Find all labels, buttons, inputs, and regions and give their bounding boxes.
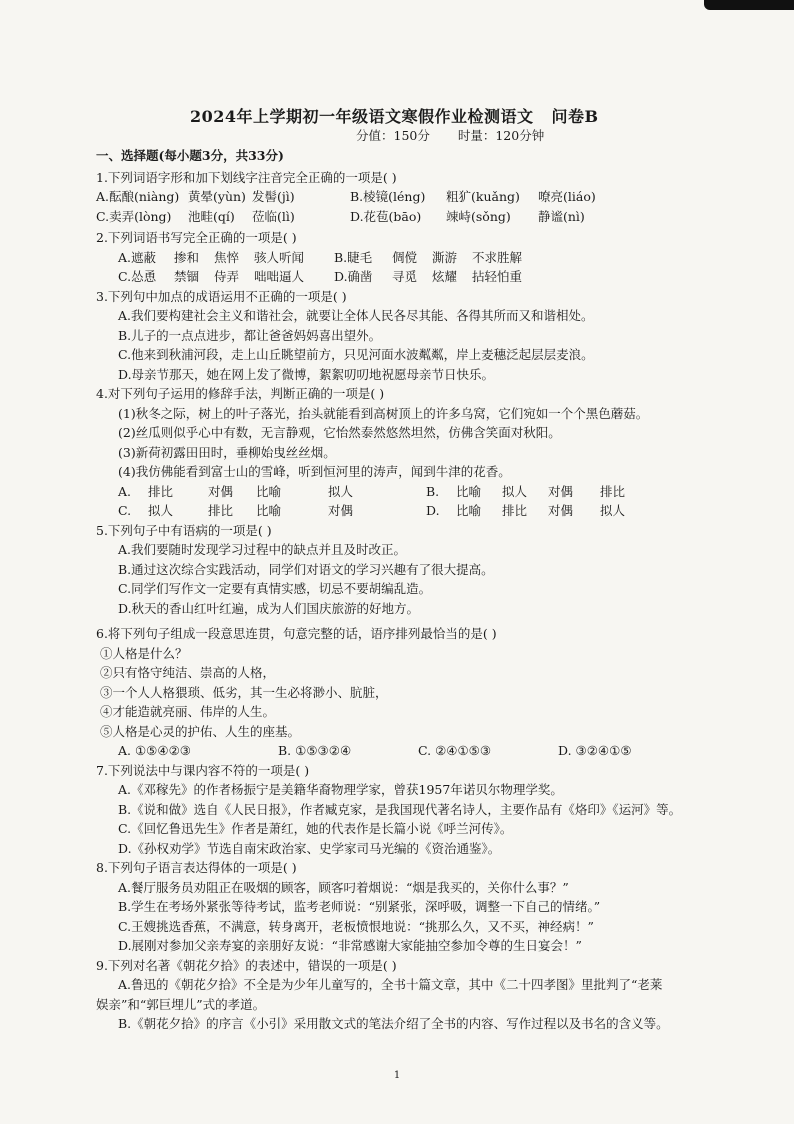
question-8-stem: 8.下列句子语言表达得体的一项是( ) <box>96 860 297 875</box>
q3-option-c: C.他来到秋浦河段，走上山丘眺望前方，只见河面水波粼粼，岸上麦穗泛起层层麦浪。 <box>118 347 594 362</box>
q4-word: 对偶 <box>328 503 354 518</box>
q4-word: 对偶 <box>208 483 234 499</box>
q2-word: 炫耀 <box>432 269 458 284</box>
q2-word: 骇人听闻 <box>254 249 305 265</box>
q6-sentence-2: ②只有恪守纯洁、崇高的人格， <box>100 665 276 680</box>
q4-word: 排比 <box>502 503 528 518</box>
q6-sentence-4: ④才能造就亮丽、伟岸的人生。 <box>100 704 276 719</box>
q4-option-d: D. <box>426 503 440 518</box>
q4-sentence-4: (4)我仿佛能看到富士山的雪峰，听到恒河里的涛声，闻到牛津的花香。 <box>118 464 511 479</box>
q2-word: 侍弄 <box>214 269 240 284</box>
q4-word: 比喻 <box>456 503 482 518</box>
question-1-row-cd <box>96 207 756 227</box>
question-6-choices <box>96 741 756 761</box>
q6-sentence-3: ③一个人人格猥琐、低劣，其一生必将渺小、肮脏， <box>100 684 388 700</box>
time-info: 时量：120分钟 <box>457 128 545 143</box>
q1-word: 竦峙(sǒng) <box>446 208 511 224</box>
q2-option-d: D.确凿 <box>334 269 373 284</box>
q4-word: 排比 <box>148 483 174 499</box>
section-heading: 一、选择题(每小题3分，共33分) <box>96 148 284 163</box>
q4-word: 拟人 <box>148 503 174 518</box>
page-number: 1 <box>393 1070 401 1081</box>
q1-word: 粗犷(kuǎng) <box>446 189 520 204</box>
q4-word: 对偶 <box>548 483 574 499</box>
q6-sentence-5: ⑤人格是心灵的护佑、人生的座基。 <box>100 723 301 739</box>
q2-word: 寻觅 <box>392 269 418 284</box>
q1-word: 静谧(nì) <box>538 208 585 224</box>
q2-option-c: C.怂恿 <box>118 269 157 284</box>
q8-option-d: D.展刚对参加父亲寿宴的亲朋好友说：“非常感谢大家能抽空参加令尊的生日宴会！” <box>118 938 582 953</box>
q1-option-c: C.卖弄(lòng) <box>96 208 172 224</box>
q6-option-a: A. ①⑤④②③ <box>118 743 192 758</box>
q2-option-b: B.睫毛 <box>334 249 373 265</box>
q4-sentence-2: (2)丝瓜则似乎心中有数，无言静观，它怡然泰然悠然坦然，仿佛含笑面对秋阳。 <box>118 425 561 440</box>
q8-option-c: C.王嫂挑选香蕉，不满意，转身离开，老板愤恨地说：“挑那么久，又不买，神经病！” <box>118 918 594 934</box>
score-info: 分值：150分 <box>356 128 430 143</box>
page-title <box>190 104 790 127</box>
q4-word: 拟人 <box>502 483 528 499</box>
q4-sentence-1: (1)秋冬之际，树上的叶子落光，抬头就能看到高树顶上的许多乌窝，它们宛如一个个黑色蘑菇。 <box>118 405 649 421</box>
q2-word: 倜傥 <box>392 249 418 265</box>
question-3-stem: 3.下列句中加点的成语运用不正确的一项是( ) <box>96 288 347 304</box>
q2-word: 禁锢 <box>174 269 200 284</box>
question-6-stem: 6.将下列句子组成一段意思连贯，句意完整的话，语序排列最恰当的是( ) <box>96 626 497 641</box>
exam-meta <box>356 126 544 144</box>
q2-word: 澌游 <box>432 249 458 265</box>
q4-word: 对偶 <box>548 503 574 518</box>
q6-option-c: C. ②④①⑤③ <box>418 743 492 758</box>
question-2-row-cd <box>96 267 756 287</box>
q6-option-d: D. ③②④①⑤ <box>558 743 632 758</box>
q3-option-b: B.儿子的一点点进步，都让爸爸妈妈喜出望外。 <box>118 327 382 343</box>
q1-word: 嘹亮(liáo) <box>538 189 596 204</box>
q9-option-a: A.鲁迅的《朝花夕拾》不全是为少年儿童写的，全书十篇文章，其中《二十四孝图》里批判了“老莱 <box>118 977 663 992</box>
q9-option-a-continued: 娱亲”和“郭巨埋儿”式的孝道。 <box>96 996 266 1012</box>
q4-option-a: A. <box>118 483 132 499</box>
q8-option-b: B.学生在考场外紧张等待考试，监考老师说：“别紧张，深呼吸，调整一下自己的情绪。” <box>118 899 601 914</box>
q1-word: 黄晕(yùn) <box>188 189 246 204</box>
question-1-stem: 1.下列词语字形和加下划线字注音完全正确的一项是( ) <box>96 169 397 185</box>
q1-word: 发髻(jì) <box>252 189 295 204</box>
question-4-row-ab <box>96 482 756 502</box>
q2-option-a: A.遮蔽 <box>118 249 157 265</box>
q2-word: 不求胜解 <box>472 249 523 265</box>
q1-option-b: B.棱镜(léng) <box>350 189 426 204</box>
question-4-row-cd <box>96 501 756 521</box>
q3-option-a: A.我们要构建社会主义和谐社会，就要让全体人民各尽其能、各得其所而又和谐相处。 <box>118 308 594 323</box>
question-4-stem: 4.对下列句子运用的修辞手法，判断正确的一项是( ) <box>96 386 385 401</box>
q4-word: 比喻 <box>456 483 482 499</box>
q2-word: 拈轻怕重 <box>472 269 523 284</box>
q4-word: 比喻 <box>256 503 282 518</box>
q8-option-a: A.餐厅服务员劝阻正在吸烟的顾客，顾客叼着烟说：“烟是我买的，关你什么事？” <box>118 879 569 895</box>
q2-word: 咄咄逼人 <box>254 269 305 284</box>
q2-word: 掺和 <box>174 249 200 265</box>
q6-option-b: B. ①⑤③②④ <box>278 743 352 758</box>
q3-option-d: D.母亲节那天，她在网上发了微博，絮絮叨叨地祝愿母亲节日快乐。 <box>118 366 495 382</box>
q4-sentence-3: (3)新荷初露田田时，垂柳始曳丝丝烟。 <box>118 444 336 460</box>
q1-word: 莅临(lì) <box>252 208 295 224</box>
question-5-stem: 5.下列句子中有语病的一项是( ) <box>96 522 272 538</box>
q1-option-a: A.酝酿(niàng) <box>96 189 180 204</box>
q5-option-d: D.秋天的香山红叶红遍，成为人们国庆旅游的好地方。 <box>118 600 420 616</box>
q4-word: 排比 <box>600 483 626 499</box>
title-text: 2024年上学期初一年级语文寒假作业检测语文 <box>190 107 534 126</box>
question-7-stem: 7.下列说法中与课内容不符的一项是( ) <box>96 762 310 778</box>
q4-option-c: C. <box>118 503 132 518</box>
q4-word: 拟人 <box>328 483 354 499</box>
q5-option-c: C.同学们写作文一定要有真情实感，切忌不要胡编乱造。 <box>118 581 432 596</box>
q9-option-b: B.《朝花夕拾》的序言《小引》采用散文式的笔法介绍了全书的内容、写作过程以及书名的含义等。 <box>118 1016 669 1031</box>
paper-label: 问卷B <box>551 107 599 126</box>
q4-word: 拟人 <box>600 503 626 518</box>
q7-option-b: B.《说和做》选自《人民日报》，作者臧克家，是我国现代著名诗人，主要作品有《烙印》《运河》等。 <box>118 801 682 817</box>
q6-sentence-1: ①人格是什么？ <box>100 645 188 661</box>
scan-corner-mark <box>704 0 794 10</box>
q2-word: 焦悴 <box>214 249 240 265</box>
question-2-stem: 2.下列词语书写完全正确的一项是( ) <box>96 230 297 245</box>
q7-option-a: A.《邓稼先》的作者杨振宁是美籍华裔物理学家，曾获1957年诺贝尔物理学奖。 <box>118 782 563 797</box>
q4-option-b: B. <box>426 483 440 499</box>
q5-option-b: B.通过这次综合实践活动，同学们对语文的学习兴趣有了很大提高。 <box>118 561 494 577</box>
q1-option-d: D.花苞(bāo) <box>350 208 422 224</box>
question-1-row-ab <box>96 187 756 207</box>
q7-option-d: D.《孙权劝学》节选自南宋政治家、史学家司马光编的《资治通鉴》。 <box>118 840 501 856</box>
q4-word: 排比 <box>208 503 234 518</box>
question-2-row-ab <box>96 248 756 268</box>
q1-word: 池畦(qí) <box>188 208 235 224</box>
q7-option-c: C.《回忆鲁迅先生》作者是萧红，她的代表作是长篇小说《呼兰河传》。 <box>118 821 513 836</box>
q4-word: 比喻 <box>256 483 282 499</box>
question-content <box>96 146 756 1034</box>
question-9-stem: 9.下列对名著《朝花夕拾》的表述中，错误的一项是( ) <box>96 957 397 973</box>
q5-option-a: A.我们要随时发现学习过程中的缺点并且及时改正。 <box>118 542 407 557</box>
